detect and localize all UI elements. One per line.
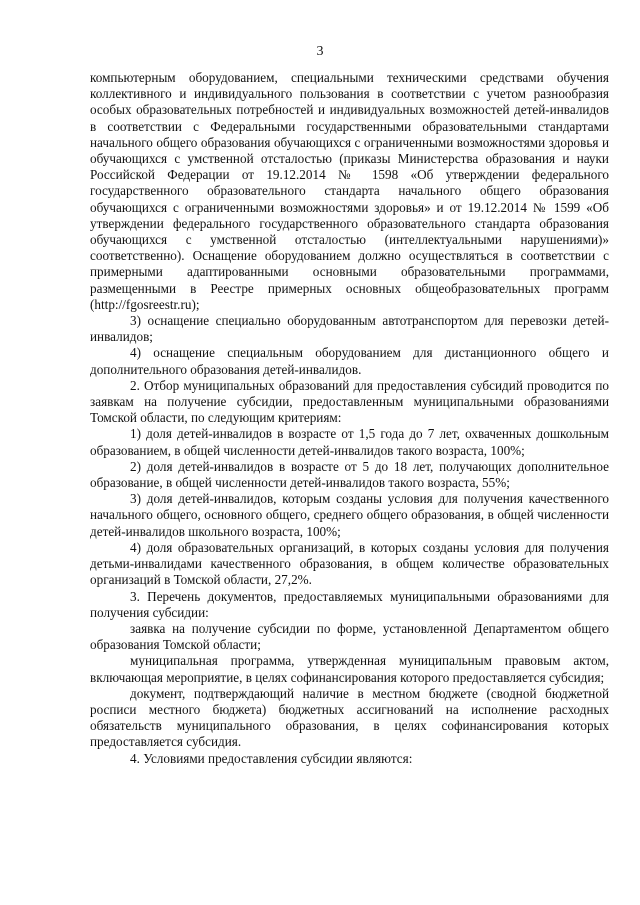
paragraph-3: 4) оснащение специальным оборудованием для дистанционного общего и дополнительного образования детей-инвалидов.	[90, 345, 609, 377]
document-body	[90, 70, 609, 767]
paragraph-2: 3) оснащение специально оборудованным автотранспортом для перевозки детей-инвалидов;	[90, 313, 609, 345]
paragraph-6: 2) доля детей-инвалидов в возрасте от 5 до 18 лет, получающих дополнительное образование, в общей численности детей-инвалидов такого возраста, 55%;	[90, 458, 609, 491]
paragraph-13: 4. Условиями предоставления субсидии являются:	[130, 750, 413, 766]
paragraph-9: 3. Перечень документов, предоставляемых муниципальными образованиями для получения субсидии:	[90, 588, 609, 620]
paragraph-8: 4) доля образовательных организаций, в которых созданы условия для получения детьми-инвалидами качественного образования, в общем количестве образовательных организаций в Томской области, 27,2%.	[90, 539, 609, 588]
paragraph-7: 3) доля детей-инвалидов, которым созданы условия для получения качественного начального общего, основного общего, среднего общего образования, в общей численности детей-инвалидов школьного возраста, 100%;	[90, 491, 609, 539]
page-number: 3	[316, 44, 324, 59]
paragraph-1: компьютерным оборудованием, специальными техническими средствами обучения коллективного и индивидуального пользования в соответствии с учетом разнообразия особых образовательных потребностей и индивидуальных возможностей детей-инвалидов в соответствии с Федеральными государственными образовательными стандартами начального общего образования обучающихся с ограниченными возможностями здоровья и обучающихся с умственной отсталостью (приказы Министерства образования и науки Российской Федерации от 19.12.2014 № 1598 «Об утверждении федерального государственного образовательного стандарта начального общего образования обучающихся с ограниченными возможностями здоровья» и от 19.12.2014 № 1599 «Об утверждении федерального государственного образовательного стандарта образования обучающихся с умственной отсталостью (интеллектуальными нарушениями)» соответственно). Оснащение оборудованием должно осуществляться в соответствии с примерными адаптированными основными образовательными программами, размещенными в Реестре примерных основных общеобразовательных программ (http://fgosreestr.ru);	[90, 70, 609, 312]
paragraph-12: документ, подтверждающий наличие в местном бюджете (сводной бюджетной росписи местного бюджета) бюджетных ассигнований на исполнение расходных обязательств муниципального образования, в целях софинансирования которых предоставляется субсидия.	[90, 685, 609, 750]
paragraph-11: муниципальная программа, утвержденная муниципальным правовым актом, включающая мероприятие, в целях софинансирования которого предоставляется субсидия;	[90, 653, 609, 685]
paragraph-4: 2. Отбор муниципальных образований для предоставления субсидий проводится по заявкам на получение субсидии, предоставленным муниципальными образованиями Томской области, по следующим критериям:	[90, 377, 609, 426]
paragraph-10: заявка на получение субсидии по форме, установленной Департаментом общего образования Томской области;	[90, 620, 609, 653]
paragraph-5: 1) доля детей-инвалидов в возрасте от 1,5 года до 7 лет, охваченных дошкольным образованием, в общей численности детей-инвалидов такого возраста, 100%;	[90, 426, 609, 458]
